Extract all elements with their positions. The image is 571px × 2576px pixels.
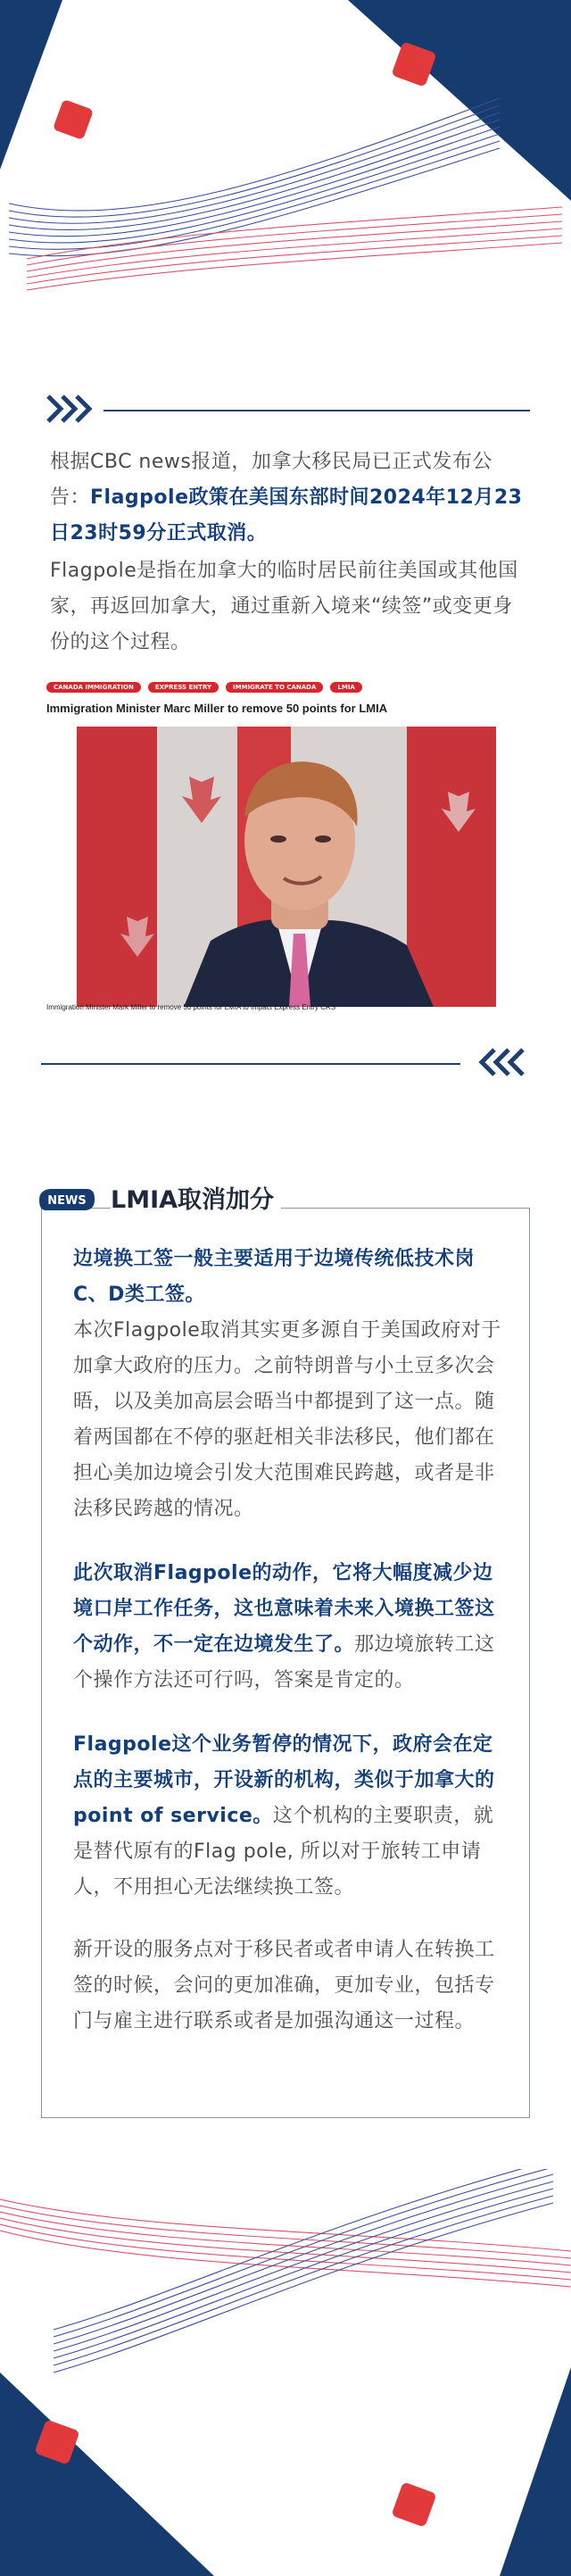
tag-lmia: LMIA <box>330 682 361 693</box>
intro-header-divider <box>0 393 571 428</box>
blue-wave-lines <box>54 2169 553 2372</box>
tag-immigrate-to-canada: IMMIGRATE TO CANADA <box>226 682 323 693</box>
lmia-highlight-3: Flagpole这个业务暂停的情况下，政府会在定点的主要城市，开设新的机构，类似于加拿大的point of service。 <box>73 1733 495 1827</box>
intro-footer-divider <box>0 1046 571 1082</box>
article-caption: Immigration Minister Mark Miller to remove 50 points for LMIA to Impact Express Entry CRS <box>46 1003 336 1011</box>
lmia-highlight-1: 边境换工签一般主要适用于边境传统低技术岗C、D类工签。 <box>73 1248 476 1306</box>
photo-illustration <box>77 727 496 1007</box>
minister-photo <box>77 727 496 1007</box>
bottom-decoration <box>0 2169 571 2576</box>
lmia-text-3: 这个机构的主要职责，就是替代原有的Flag pole, 所以对于旅转工申请人，不用担心无法继续换工签。 <box>73 1805 494 1899</box>
lmia-paragraph-1-highlight <box>73 1242 501 1313</box>
lmia-text-2: 那边境旅转工这个操作方法还可行吗，答案是肯定的。 <box>73 1633 495 1691</box>
lmia-paragraph-3 <box>73 1727 501 1906</box>
news-article-screenshot <box>46 678 526 1018</box>
article-headline: Immigration Minister Marc Miller to remove 50 points for LMIA <box>46 702 388 715</box>
red-square-bottom-right <box>391 2481 436 2527</box>
section-title: LMIA取消加分 <box>111 1184 281 1217</box>
intro-text: 根据CBC news报道，加拿大移民局已正式发布公告： <box>50 451 492 509</box>
bottom-right-navy-triangle <box>500 2367 571 2576</box>
bottom-left-navy-triangle <box>0 2372 214 2576</box>
red-wave-lines <box>0 2199 571 2287</box>
tag-canada-immigration: CANADA IMMIGRATION <box>46 682 141 693</box>
lmia-paragraph-1: 本次Flagpole取消其实更多源自于美国政府对于加拿大政府的压力。之前特朗普与小土豆多次会晤，以及美加高层会晤当中都提到了这一点。随着两国都在不停的驱赶相关非法移民，他们都在担心美加边境会引发大范围难民跨越，或者是非法移民跨越的情况。 <box>73 1319 501 1520</box>
intro-highlight: Flagpole政策在美国东部时间2024年12月23日23时59分正式取消。 <box>50 486 523 544</box>
top-decoration <box>0 0 571 321</box>
lmia-highlight-2: 此次取消Flagpole的动作，它将大幅度减少边境口岸工作任务，这也意味着未来入境换工签这个动作，不一定在边境发生了。 <box>73 1562 495 1656</box>
intro-paragraph-1 <box>50 445 525 552</box>
red-square-left <box>53 99 94 140</box>
lmia-paragraph-4: 新开设的服务点对于移民者或者申请人在转换工签的时候，会问的更加准确，更加专业，包括专门与雇主进行联系或者是加强沟通这一过程。 <box>73 1939 495 2032</box>
top-right-navy-triangle <box>348 0 571 201</box>
double-chevron-right-icon <box>45 393 95 425</box>
double-chevron-left-icon <box>476 1046 526 1078</box>
intro-paragraph-2: Flagpole是指在加拿大的临时居民前往美国或其他国家，再返回加拿大，通过重新入境来“续签”或变更身份的这个过程。 <box>50 560 518 653</box>
top-left-navy-triangle <box>0 0 62 170</box>
red-wave-lines <box>27 207 562 290</box>
tag-express-entry: EXPRESS ENTRY <box>148 682 219 693</box>
lmia-paragraph-2 <box>73 1556 501 1699</box>
news-badge <box>36 1187 96 1212</box>
article-tags <box>46 682 369 699</box>
news-badge-label: NEWS <box>47 1194 87 1208</box>
